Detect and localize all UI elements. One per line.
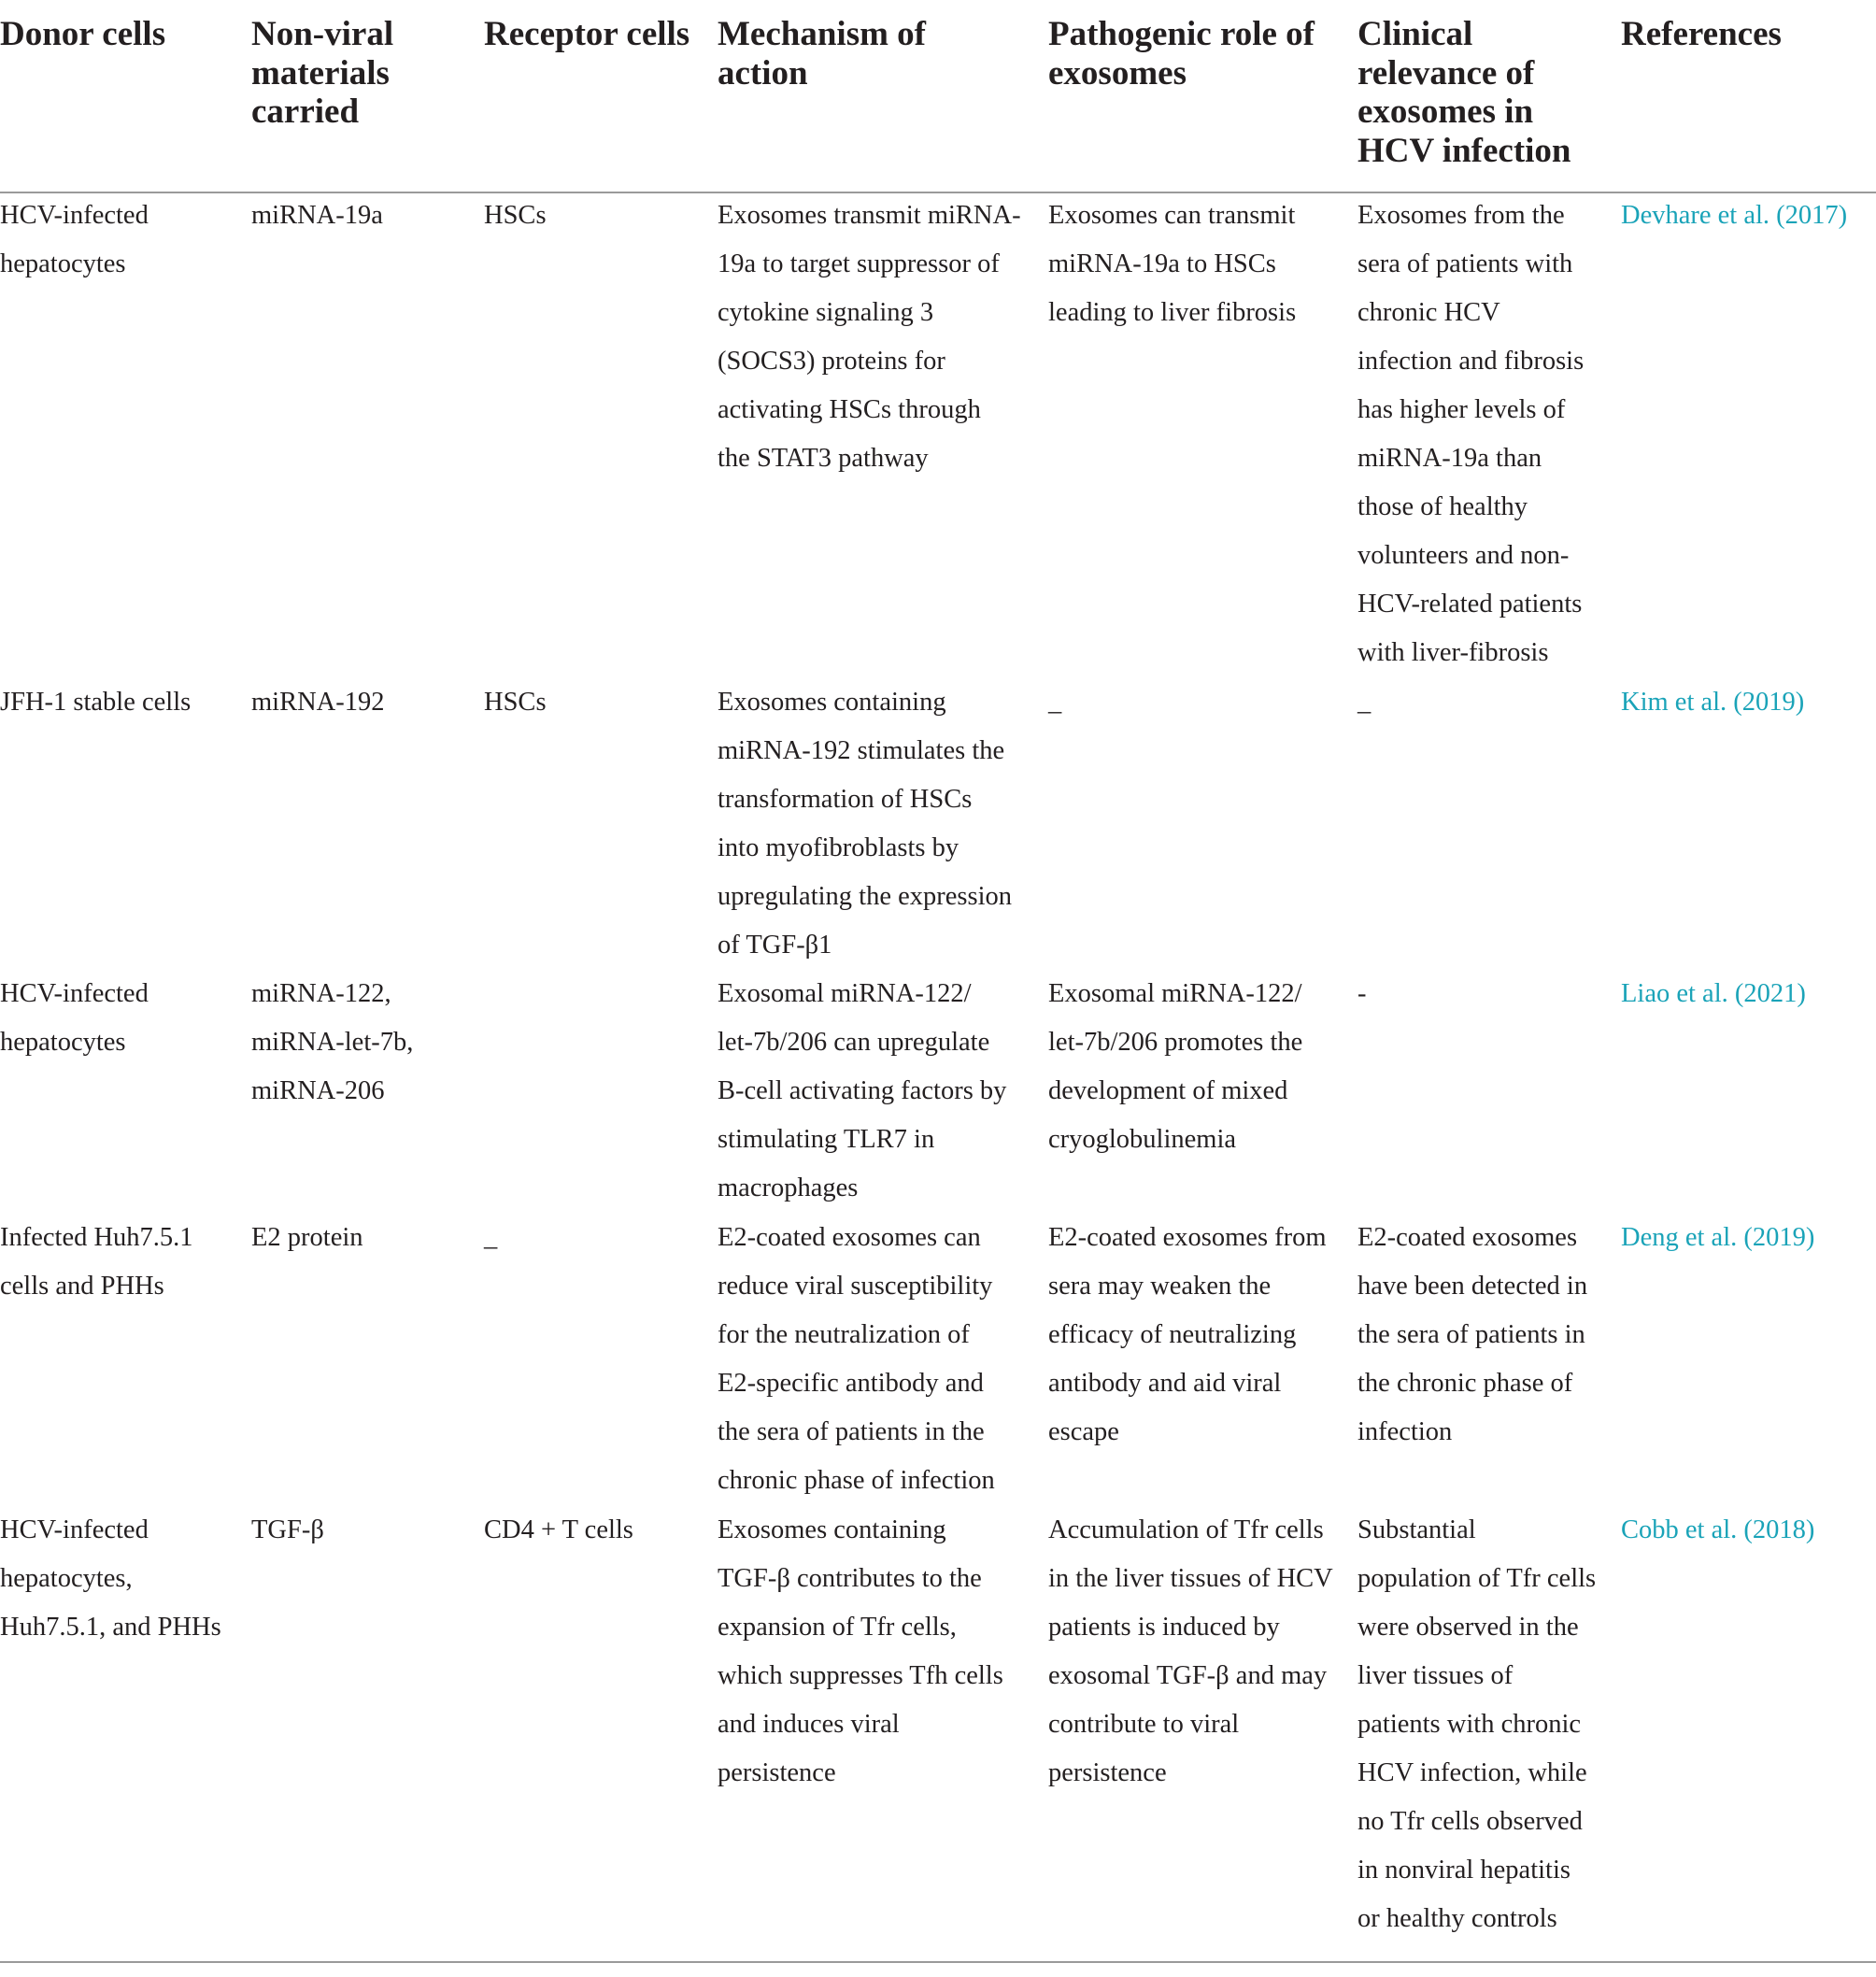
cell-clinical: -: [1357, 979, 1367, 1008]
cell-receptor: _: [484, 1223, 498, 1252]
header-pathogenic-role: Pathogenic role of exosomes: [1048, 15, 1315, 92]
cell-material: miRNA-122, miRNA-let-7b, miRNA-206: [251, 979, 414, 1105]
cell-material: E2 protein: [251, 1223, 363, 1252]
cell-donor: Infected Huh7.5.1 cells and PHHs: [0, 1223, 193, 1301]
header-clinical-relevance: Clinical relevance of exosomes in HCV infection: [1357, 15, 1571, 170]
reference-link[interactable]: Cobb et al. (2018): [1621, 1515, 1815, 1544]
cell-receptor: HSCs: [484, 201, 547, 230]
cell-pathogenic: _: [1048, 688, 1062, 717]
cell-clinical: _: [1357, 688, 1371, 717]
header-references: References: [1621, 15, 1782, 53]
cell-material: miRNA-192: [251, 688, 385, 717]
header-mechanism: Mechanism of action: [718, 15, 926, 92]
cell-clinical: E2-coated exosomes have been detected in the sera of patients in the chronic phase of infection: [1357, 1223, 1588, 1446]
cell-clinical: Exosomes from the sera of patients with chronic HCV infection and fibrosis has higher levels of miRNA-19a than those of healthy volunteers and non- HCV-related patients with liver-fibrosis: [1357, 201, 1585, 667]
reference-link[interactable]: Liao et al. (2021): [1621, 979, 1806, 1008]
reference-link[interactable]: Devhare et al. (2017): [1621, 201, 1848, 230]
cell-donor: HCV-infected hepatocytes, Huh7.5.1, and PHHs: [0, 1515, 221, 1642]
cell-pathogenic: E2-coated exosomes from sera may weaken the efficacy of neutralizing antibody and aid viral escape: [1048, 1223, 1327, 1446]
reference-link[interactable]: Deng et al. (2019): [1621, 1223, 1815, 1252]
cell-mechanism: E2-coated exosomes can reduce viral susceptibility for the neutralization of E2-specific antibody and the sera of patients in the chronic phase of infection: [718, 1223, 995, 1495]
cell-pathogenic: Accumulation of Tfr cells in the liver tissues of HCV patients is induced by exosomal TGF-β and may contribute to viral persistence: [1048, 1515, 1333, 1787]
cell-receptor: HSCs: [484, 688, 547, 717]
cell-donor: JFH-1 stable cells: [0, 688, 192, 717]
cell-donor: HCV-infected hepatocytes: [0, 979, 149, 1057]
cell-pathogenic: Exosomes can transmit miRNA-19a to HSCs leading to liver fibrosis: [1048, 201, 1297, 327]
header-donor-cells: Donor cells: [0, 15, 166, 53]
cell-donor: HCV-infected hepatocytes: [0, 201, 149, 278]
table-bottom-rule: [0, 1961, 1876, 1963]
cell-clinical: Substantial population of Tfr cells were observed in the liver tissues of patients with chronic HCV infection, while no Tfr cells observed in nonviral hepatitis or healthy controls: [1357, 1515, 1597, 1933]
cell-pathogenic: Exosomal miRNA-122/ let-7b/206 promotes the development of mixed cryoglobulinemia: [1048, 979, 1303, 1154]
cell-receptor: CD4 + T cells: [484, 1515, 633, 1544]
cell-mechanism: Exosomes containing miRNA-192 stimulates the transformation of HSCs into myofibroblasts by upregulating the expression of TGF-β1: [718, 688, 1013, 960]
reference-link[interactable]: Kim et al. (2019): [1621, 688, 1805, 717]
cell-mechanism: Exosomal miRNA-122/ let-7b/206 can upregulate B-cell activating factors by stimulating TLR7 in macrophages: [718, 979, 1007, 1202]
cell-mechanism: Exosomes containing TGF-β contributes to the expansion of Tfr cells, which suppresses Tfh cells and induces viral persistence: [718, 1515, 1003, 1787]
cell-material: miRNA-19a: [251, 201, 383, 230]
cell-mechanism: Exosomes transmit miRNA- 19a to target suppressor of cytokine signaling 3 (SOCS3) proteins for activating HSCs through the STAT3 pathway: [718, 201, 1021, 473]
header-receptor-cells: Receptor cells: [484, 15, 690, 53]
header-non-viral-materials: Non-viral materials carried: [251, 15, 394, 131]
cell-material: TGF-β: [251, 1515, 324, 1544]
